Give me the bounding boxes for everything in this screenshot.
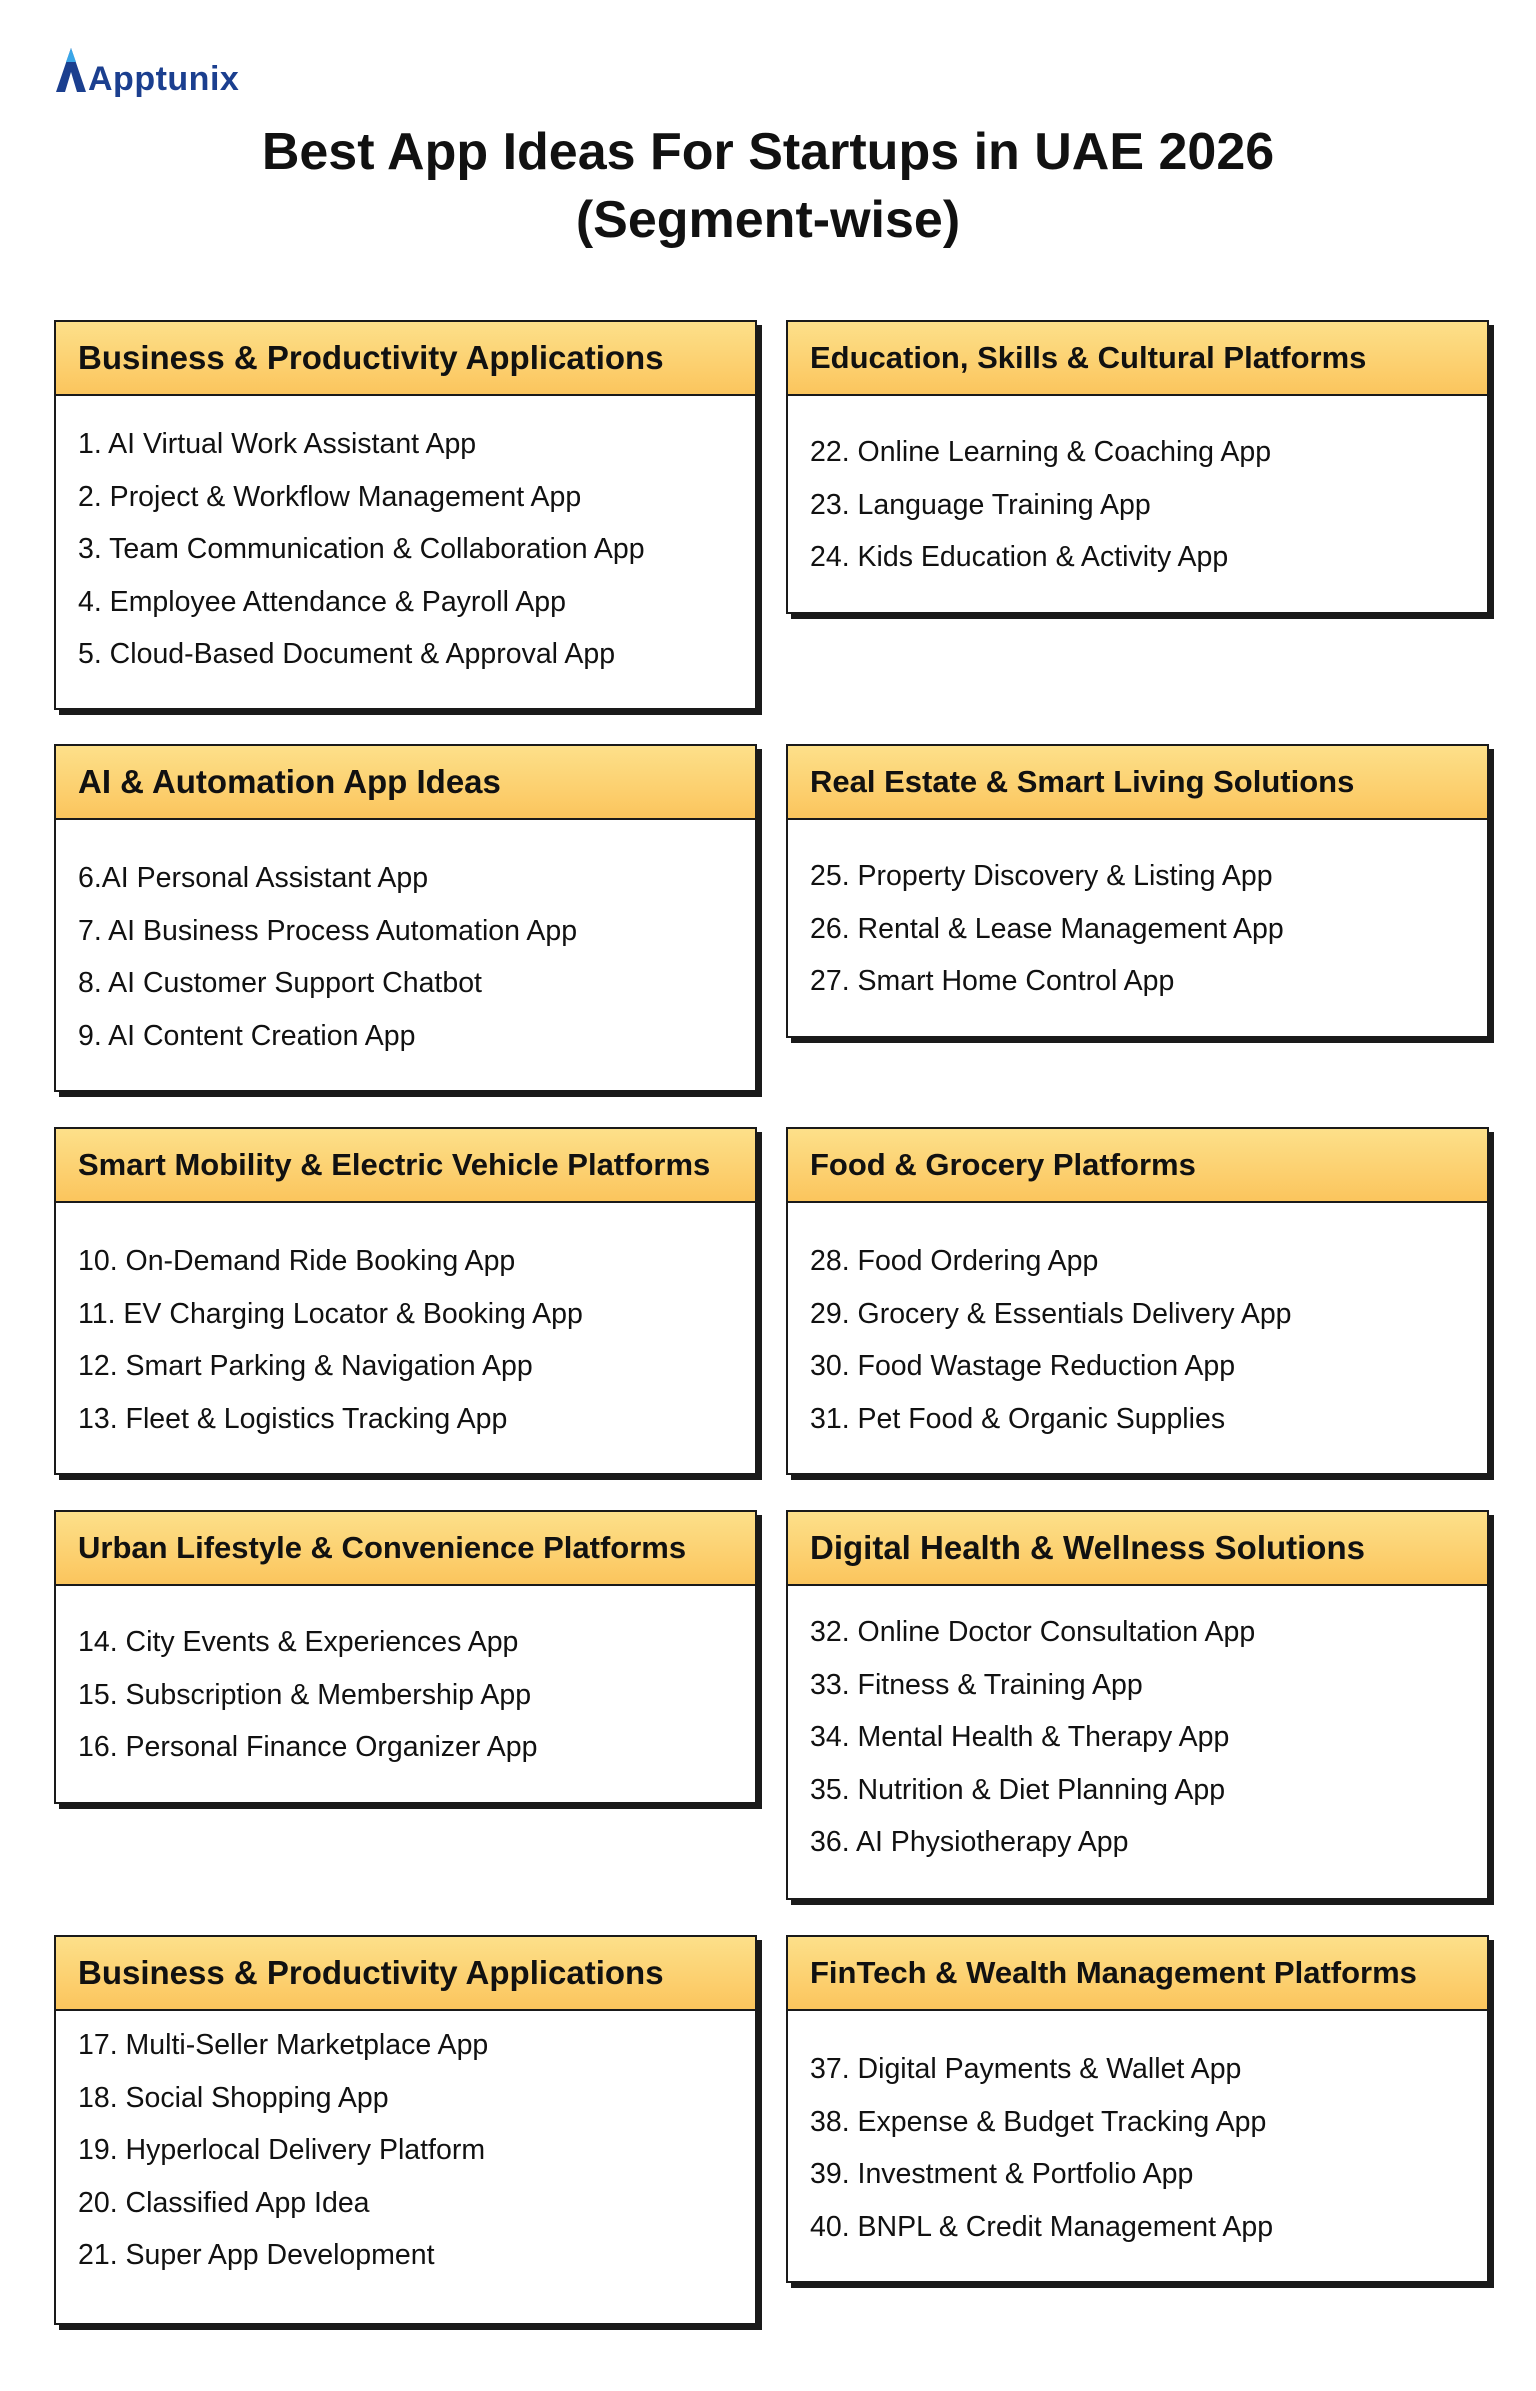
idea-list: [788, 1203, 1487, 1445]
card-smart-mobility: [54, 1127, 757, 1475]
list-item: 40. BNPL & Credit Management App: [810, 2210, 1274, 2243]
title-line-1: Best App Ideas For Startups in UAE 2026: [261, 123, 1275, 181]
list-item: 25. Property Discovery & Listing App: [810, 860, 1273, 892]
idea-list: [788, 1586, 1487, 1869]
list-item: 17. Multi-Seller Marketplace App: [78, 2029, 489, 2061]
card-ai-automation: [54, 744, 757, 1092]
list-item: 36. AI Physiotherapy App: [810, 1826, 1129, 1858]
idea-list: [56, 1586, 755, 1774]
card-digital-health: [786, 1510, 1489, 1900]
list-item: 24. Kids Education & Activity App: [810, 541, 1229, 573]
list-item: 28. Food Ordering App: [810, 1245, 1099, 1277]
list-item: 22. Online Learning & Coaching App: [810, 436, 1272, 468]
list-item: 13. Fleet & Logistics Tracking App: [78, 1402, 508, 1435]
list-item: 38. Expense & Budget Tracking App: [810, 2105, 1267, 2138]
card-heading: FinTech & Wealth Management Platforms: [788, 1937, 1487, 2011]
card-real-estate: [786, 744, 1489, 1038]
card-education-skills: [786, 320, 1489, 614]
list-item: 26. Rental & Lease Management App: [810, 912, 1284, 945]
list-item: 2. Project & Workflow Management App: [78, 480, 582, 513]
list-item: 32. Online Doctor Consultation App: [810, 1616, 1256, 1648]
idea-list: [56, 1203, 755, 1445]
list-item: 21. Super App Development: [78, 2239, 435, 2271]
idea-list: [56, 396, 755, 681]
list-item: 1. AI Virtual Work Assistant App: [78, 428, 477, 460]
list-item: 12. Smart Parking & Navigation App: [78, 1350, 533, 1382]
card-heading: Digital Health & Wellness Solutions: [788, 1512, 1487, 1586]
list-item: 20. Classified App Idea: [78, 2186, 370, 2219]
card-heading: Business & Productivity Applications: [56, 1937, 755, 2011]
list-item: 4. Employee Attendance & Payroll App: [78, 585, 566, 618]
card-business-productivity-2: [54, 1935, 757, 2325]
card-heading: Business & Productivity Applications: [56, 322, 755, 396]
triangle-a-icon: [54, 46, 88, 96]
list-item: 19. Hyperlocal Delivery Platform: [78, 2134, 486, 2166]
card-business-productivity: [54, 320, 757, 710]
list-item: 8. AI Customer Support Chatbot: [78, 967, 482, 999]
card-heading: Urban Lifestyle & Convenience Platforms: [56, 1512, 755, 1586]
brand-logo: [54, 40, 239, 96]
brand-name: Apptunix: [88, 60, 240, 98]
list-item: 7. AI Business Process Automation App: [78, 914, 578, 947]
list-item: 10. On-Demand Ride Booking App: [78, 1245, 516, 1277]
list-item: 35. Nutrition & Diet Planning App: [810, 1773, 1226, 1806]
list-item: 27. Smart Home Control App: [810, 965, 1175, 997]
card-fintech-wealth: [786, 1935, 1489, 2283]
list-item: 23. Language Training App: [810, 488, 1151, 521]
list-item: 6.AI Personal Assistant App: [78, 862, 429, 894]
list-item: 9. AI Content Creation App: [78, 1019, 416, 1052]
list-item: 31. Pet Food & Organic Supplies: [810, 1402, 1226, 1435]
card-heading: Food & Grocery Platforms: [788, 1129, 1487, 1203]
card-heading: Smart Mobility & Electric Vehicle Platforms: [56, 1129, 755, 1203]
idea-list: [56, 820, 755, 1062]
list-item: 34. Mental Health & Therapy App: [810, 1721, 1230, 1753]
title-line-2: (Segment-wise): [575, 191, 961, 249]
card-food-grocery: [786, 1127, 1489, 1475]
list-item: 30. Food Wastage Reduction App: [810, 1350, 1236, 1382]
list-item: 29. Grocery & Essentials Delivery App: [810, 1297, 1292, 1330]
list-item: 37. Digital Payments & Wallet App: [810, 2053, 1242, 2085]
list-item: 18. Social Shopping App: [78, 2081, 389, 2114]
card-heading: Real Estate & Smart Living Solutions: [788, 746, 1487, 820]
list-item: 5. Cloud-Based Document & Approval App: [78, 638, 616, 670]
idea-list: [788, 396, 1487, 584]
idea-list: [788, 2011, 1487, 2253]
list-item: 14. City Events & Experiences App: [78, 1626, 519, 1658]
card-heading: Education, Skills & Cultural Platforms: [788, 322, 1487, 396]
idea-list: [56, 2011, 755, 2282]
list-item: 33. Fitness & Training App: [810, 1668, 1143, 1701]
list-item: 15. Subscription & Membership App: [78, 1678, 532, 1711]
list-item: 11. EV Charging Locator & Booking App: [78, 1297, 583, 1330]
list-item: 16. Personal Finance Organizer App: [78, 1731, 538, 1763]
list-item: 39. Investment & Portfolio App: [810, 2158, 1194, 2190]
card-heading: AI & Automation App Ideas: [56, 746, 755, 820]
list-item: 3. Team Communication & Collaboration App: [78, 533, 645, 565]
page-title: [0, 118, 1536, 254]
idea-list: [788, 820, 1487, 1008]
card-urban-lifestyle: [54, 1510, 757, 1804]
